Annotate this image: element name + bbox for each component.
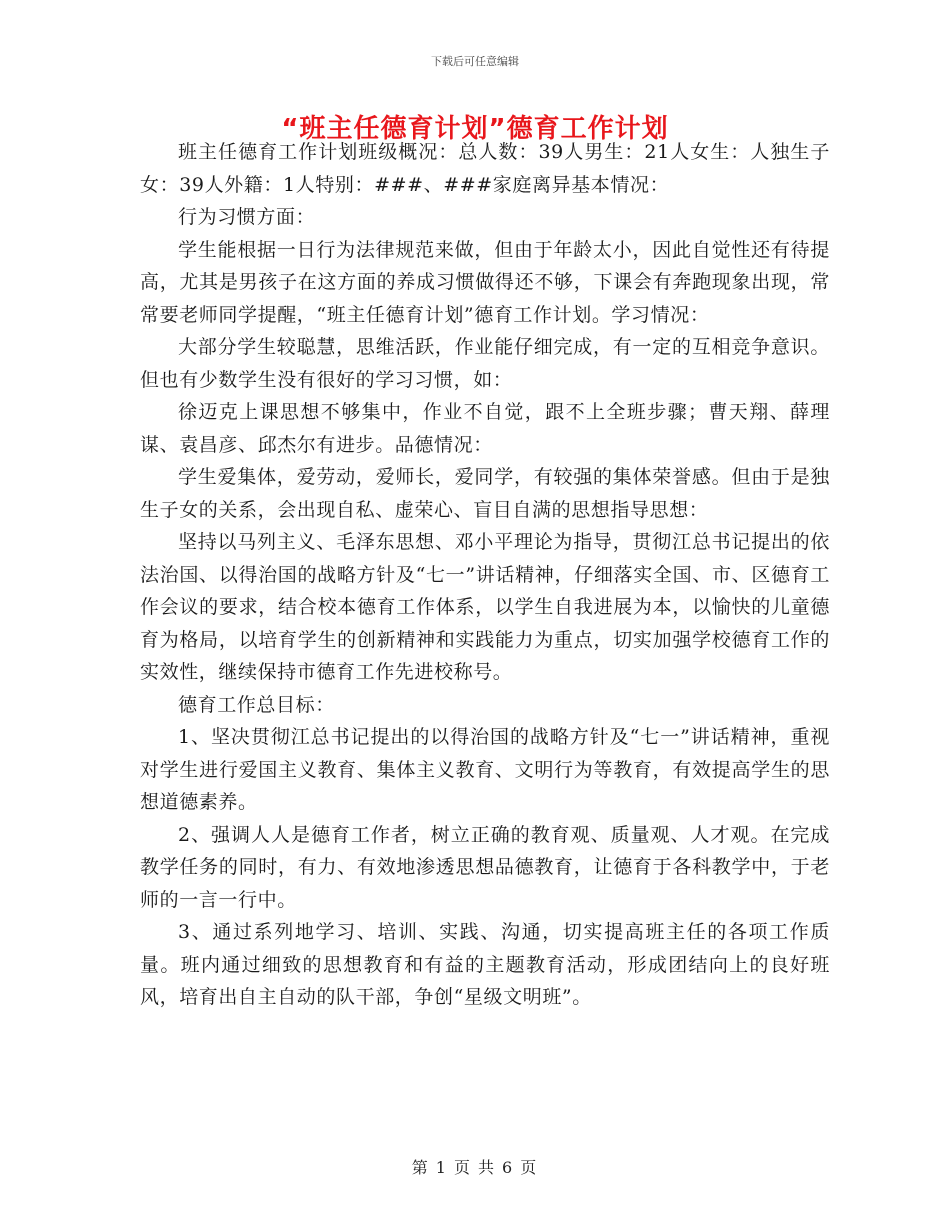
paragraph: 德育工作总目标： bbox=[178, 693, 335, 716]
paragraph: 坚持以马列主义、毛泽东思想、邓小平理论为指导，贯彻江总书记提出的依法治国、以得治国的战略方针及“七一”讲话精神，仔细落实全国、市、区德育工作会议的要求，结合校本德育工作体系，以学生自我进展为本，以愉快的儿童德育为格局，以培育学生的创新精神和实践能力为重点，切实加强学校德育工作的实效性，继续保持市德育工作先进校称号。 bbox=[140, 531, 830, 683]
paragraph: 1、坚决贯彻江总书记提出的以得治国的战略方针及“七一”讲话精神，重视对学生进行爱国主义教育、集体主义教育、文明行为等教育，有效提高学生的思想道德素养。 bbox=[140, 726, 830, 813]
footer-page-unit: 页 bbox=[453, 1158, 472, 1177]
document-body bbox=[140, 136, 830, 1014]
paragraph: 学生爱集体，爱劳动，爱师长，爱同学，有较强的集体荣誉感。但由于是独生子女的关系，会出现自私、虚荣心、盲目自满的思想指导思想： bbox=[140, 466, 830, 521]
paragraph: 行为习惯方面： bbox=[178, 206, 316, 228]
footer-total-pages: 6 bbox=[502, 1158, 515, 1177]
footer-total-unit: 页 bbox=[520, 1158, 539, 1177]
paragraph: 学生能根据一日行为法律规范来做，但由于年龄太小，因此自觉性还有待提高，尤其是男孩子在这方面的养成习惯做得还不够，下课会有奔跑现象出现，常常要老师同学提醒，“班主任德育计划”德育工作计划。学习情况： bbox=[140, 238, 830, 326]
footer-prefix: 第 bbox=[411, 1158, 430, 1177]
document-title: “班主任德育计划”德育工作计划 bbox=[281, 114, 669, 144]
paragraph: 2、强调人人是德育工作者，树立正确的教育观、质量观、人才观。在完成教学任务的同时，有力、有效地渗透思想品德教育，让德育于各科教学中，于老师的一言一行中。 bbox=[140, 823, 830, 911]
footer-page-number: 1 bbox=[435, 1158, 448, 1177]
paragraph: 班主任德育工作计划班级概况：总人数：39人男生：21人女生：人独生子女：39人外籍：1人特别：###、###家庭离异基本情况： bbox=[140, 141, 830, 196]
paragraph: 3、通过系列地学习、培训、实践、沟通，切实提高班主任的各项工作质量。班内通过细致的思想教育和有益的主题教育活动，形成团结向上的良好班风，培育出自主自动的队干部，争创“星级文明班”。 bbox=[140, 921, 830, 1008]
paragraph: 大部分学生较聪慧，思维活跃，作业能仔细完成，有一定的互相竞争意识。但也有少数学生没有很好的学习习惯，如： bbox=[140, 336, 830, 391]
footer-total-prefix: 共 bbox=[478, 1158, 497, 1177]
page-footer bbox=[0, 1155, 950, 1178]
header-note: 下载后可任意编辑 bbox=[431, 55, 519, 68]
paragraph: 徐迈克上课思想不够集中，作业不自觉，跟不上全班步骤；曹天翔、薛理谋、袁昌彦、邱杰尔有进步。品德情况： bbox=[140, 401, 830, 456]
